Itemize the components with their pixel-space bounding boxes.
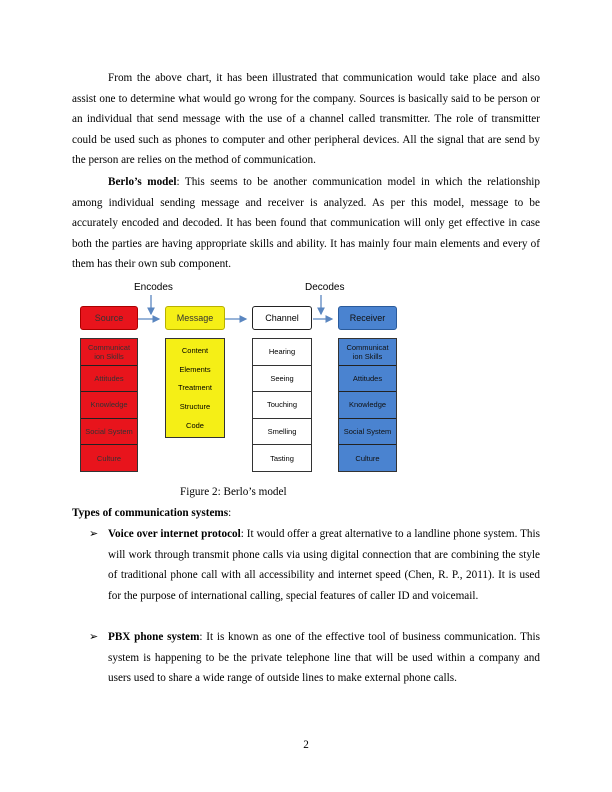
bullet-text: : It would offer a great alternative to a landline phone system. This will work through transmit phone calls via using digital connection that are combining the style of traditional phone call with all accessibility and internet speed (Chen, R. P., 2011). It is used for the purpose of international calling, special features of caller ID and voicemail. xyxy=(108,528,540,602)
berlo-model-diagram xyxy=(72,278,412,478)
channel-item: Tasting xyxy=(270,453,294,463)
receiver-column xyxy=(338,338,397,472)
figure-caption: Figure 2: Berlo’s model xyxy=(180,486,287,498)
paragraph-chart-explanation xyxy=(72,68,540,171)
bullet-arrow-icon: ➢ xyxy=(89,528,99,540)
paragraph-text: : This seems to be another communication model in which the relationship among individual sending message and receiver is analyzed. As per this model, message to be accurately encoded and decoded. It has been found that communication will only get effective in case both the parties are having appropriate skills and ability. It has mainly four main elements and every of them has their own sub component. xyxy=(72,176,540,271)
channel-column xyxy=(252,338,312,472)
source-column xyxy=(80,338,138,472)
channel-item: Seeing xyxy=(253,366,311,393)
channel-item: Hearing xyxy=(253,339,311,366)
receiver-item: Communicat ion Skills xyxy=(339,339,396,366)
channel-header: Channel xyxy=(252,306,312,330)
channel-item: Touching xyxy=(253,392,311,419)
receiver-item: Knowledge xyxy=(339,392,396,419)
source-item: Culture xyxy=(96,453,122,463)
bullet-arrow-icon: ➢ xyxy=(89,631,99,643)
source-item: Attitudes xyxy=(81,366,137,393)
section-title-colon: : xyxy=(228,507,232,519)
section-title-text: Types of communication systems xyxy=(72,507,229,519)
receiver-item: Attitudes xyxy=(339,366,396,393)
message-header: Message xyxy=(165,306,225,330)
channel-item: Smelling xyxy=(253,419,311,446)
bullet-heading: Voice over internet protocol xyxy=(108,528,241,540)
paragraph-text: From the above chart, it has been illustrated that communication would take place and also assist one to determine what would go wrong for the company. Sources is basically said to be person or an individual that send message with the use of a channel called transmitter. The role of transmitter could be used such as phones to computer and other peripheral devices. All the signal that are send by the person are relies on the method of communication. xyxy=(72,72,540,167)
source-item: Social System xyxy=(81,419,137,446)
bullet-voip xyxy=(108,524,540,606)
paragraph-berlo-model xyxy=(72,172,540,275)
message-item: Code xyxy=(186,421,204,431)
message-column xyxy=(165,338,225,438)
bullet-heading: PBX phone system xyxy=(108,631,200,643)
section-title xyxy=(72,505,231,521)
message-item: Treatment xyxy=(178,383,212,393)
message-item: Elements xyxy=(179,364,211,374)
decodes-label: Decodes xyxy=(305,282,345,293)
message-item: Structure xyxy=(179,402,211,412)
encodes-label: Encodes xyxy=(134,282,173,293)
bullet-pbx xyxy=(108,627,540,689)
receiver-item: Culture xyxy=(355,453,380,463)
receiver-header: Receiver xyxy=(338,306,397,330)
page-number: 2 xyxy=(303,739,309,751)
source-item: Knowledge xyxy=(81,392,137,419)
bullet-text: : It is known as one of the effective tool of business communication. This system is happening to be the private telephone line that will be used within a company and users used to share a wide range of outside lines to make external phone calls. xyxy=(108,631,540,685)
berlo-model-heading: Berlo’s model xyxy=(108,176,177,188)
source-header: Source xyxy=(80,306,138,330)
receiver-item: Social System xyxy=(339,419,396,446)
source-item: Communicat ion Skills xyxy=(81,339,137,366)
message-item: Content xyxy=(181,345,209,355)
